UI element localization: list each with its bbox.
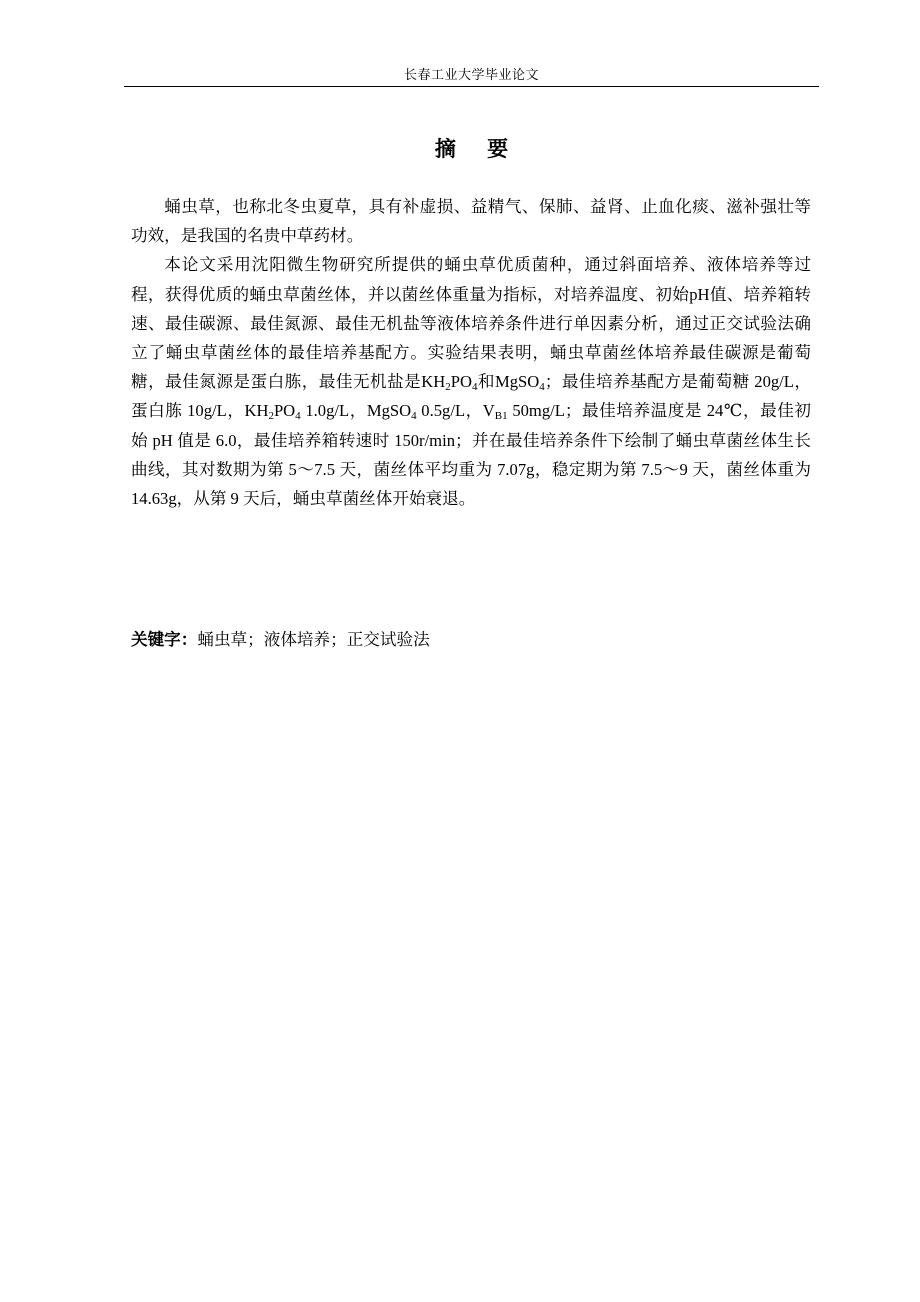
p2-text-4: ；最佳培养基配方是葡萄糖 20g/L，蛋白胨 10g/L，KH <box>131 372 812 421</box>
p2-subscript-3: 4 <box>539 381 545 394</box>
p2-subscript-1: 2 <box>445 381 451 394</box>
p2-text-2: PO <box>450 372 472 392</box>
p2-text-7: 0.5g/L，V <box>416 401 495 421</box>
abstract-title: 摘 要 <box>434 137 521 161</box>
p2-text-3: 和MgSO <box>477 372 540 392</box>
keywords-label: 关键字： <box>131 630 198 649</box>
p2-subscript-5: 4 <box>295 410 301 423</box>
abstract-paragraph-2 <box>131 250 811 513</box>
p2-subscript-6: 4 <box>411 410 417 423</box>
p2-text-6: 1.0g/L，MgSO <box>300 401 412 421</box>
abstract-body <box>131 192 811 513</box>
p2-subscript-2: 4 <box>471 381 478 394</box>
keywords-text: 蛹虫草；液体培养；正交试验法 <box>197 630 430 649</box>
p2-subscript-4: 2 <box>268 410 274 423</box>
p2-text-1: 本论文采用沈阳微生物研究所提供的蛹虫草优质菌种，通过斜面培养、液体培养等过程，获得优质的蛹虫草菌丝体，并以菌丝体重量为指标，对培养温度、初始pH值、培养箱转速、最佳碳源、最佳氮源、最佳无机盐等液体培养条件进行单因素分析，通过正交试验法确立了蛹虫草菌丝体的最佳培养基配方。实验结果表明，蛹虫草菌丝体培养最佳碳源是葡萄糖，最佳氮源是蛋白胨，最佳无机盐是KH <box>131 255 811 392</box>
p2-text-5: PO <box>273 401 296 421</box>
running-header: 长春工业大学毕业论文 <box>403 67 539 82</box>
p2-text-8: 50mg/L；最佳培养温度是 24℃，最佳初始 pH 值是 6.0，最佳培养箱转速时 150r/min；并在最佳培养条件下绘制了蛹虫草菌丝体生长曲线，其对数期为第 5～7.5 天，菌丝体平均重为 7.07g，稳定期为第 7.5～9 天，菌丝体重为 14.63g，从第 9 天后，蛹虫草菌丝体开始衰退。 <box>131 401 812 509</box>
abstract-paragraph-1: 蛹虫草，也称北冬虫夏草，具有补虚损、益精气、保肺、益肾、止血化痰、滋补强壮等功效，是我国的名贵中草药材。 <box>131 197 811 246</box>
header-rule <box>124 86 819 87</box>
keywords-line <box>131 626 811 654</box>
p2-subscript-7: B1 <box>494 410 508 423</box>
